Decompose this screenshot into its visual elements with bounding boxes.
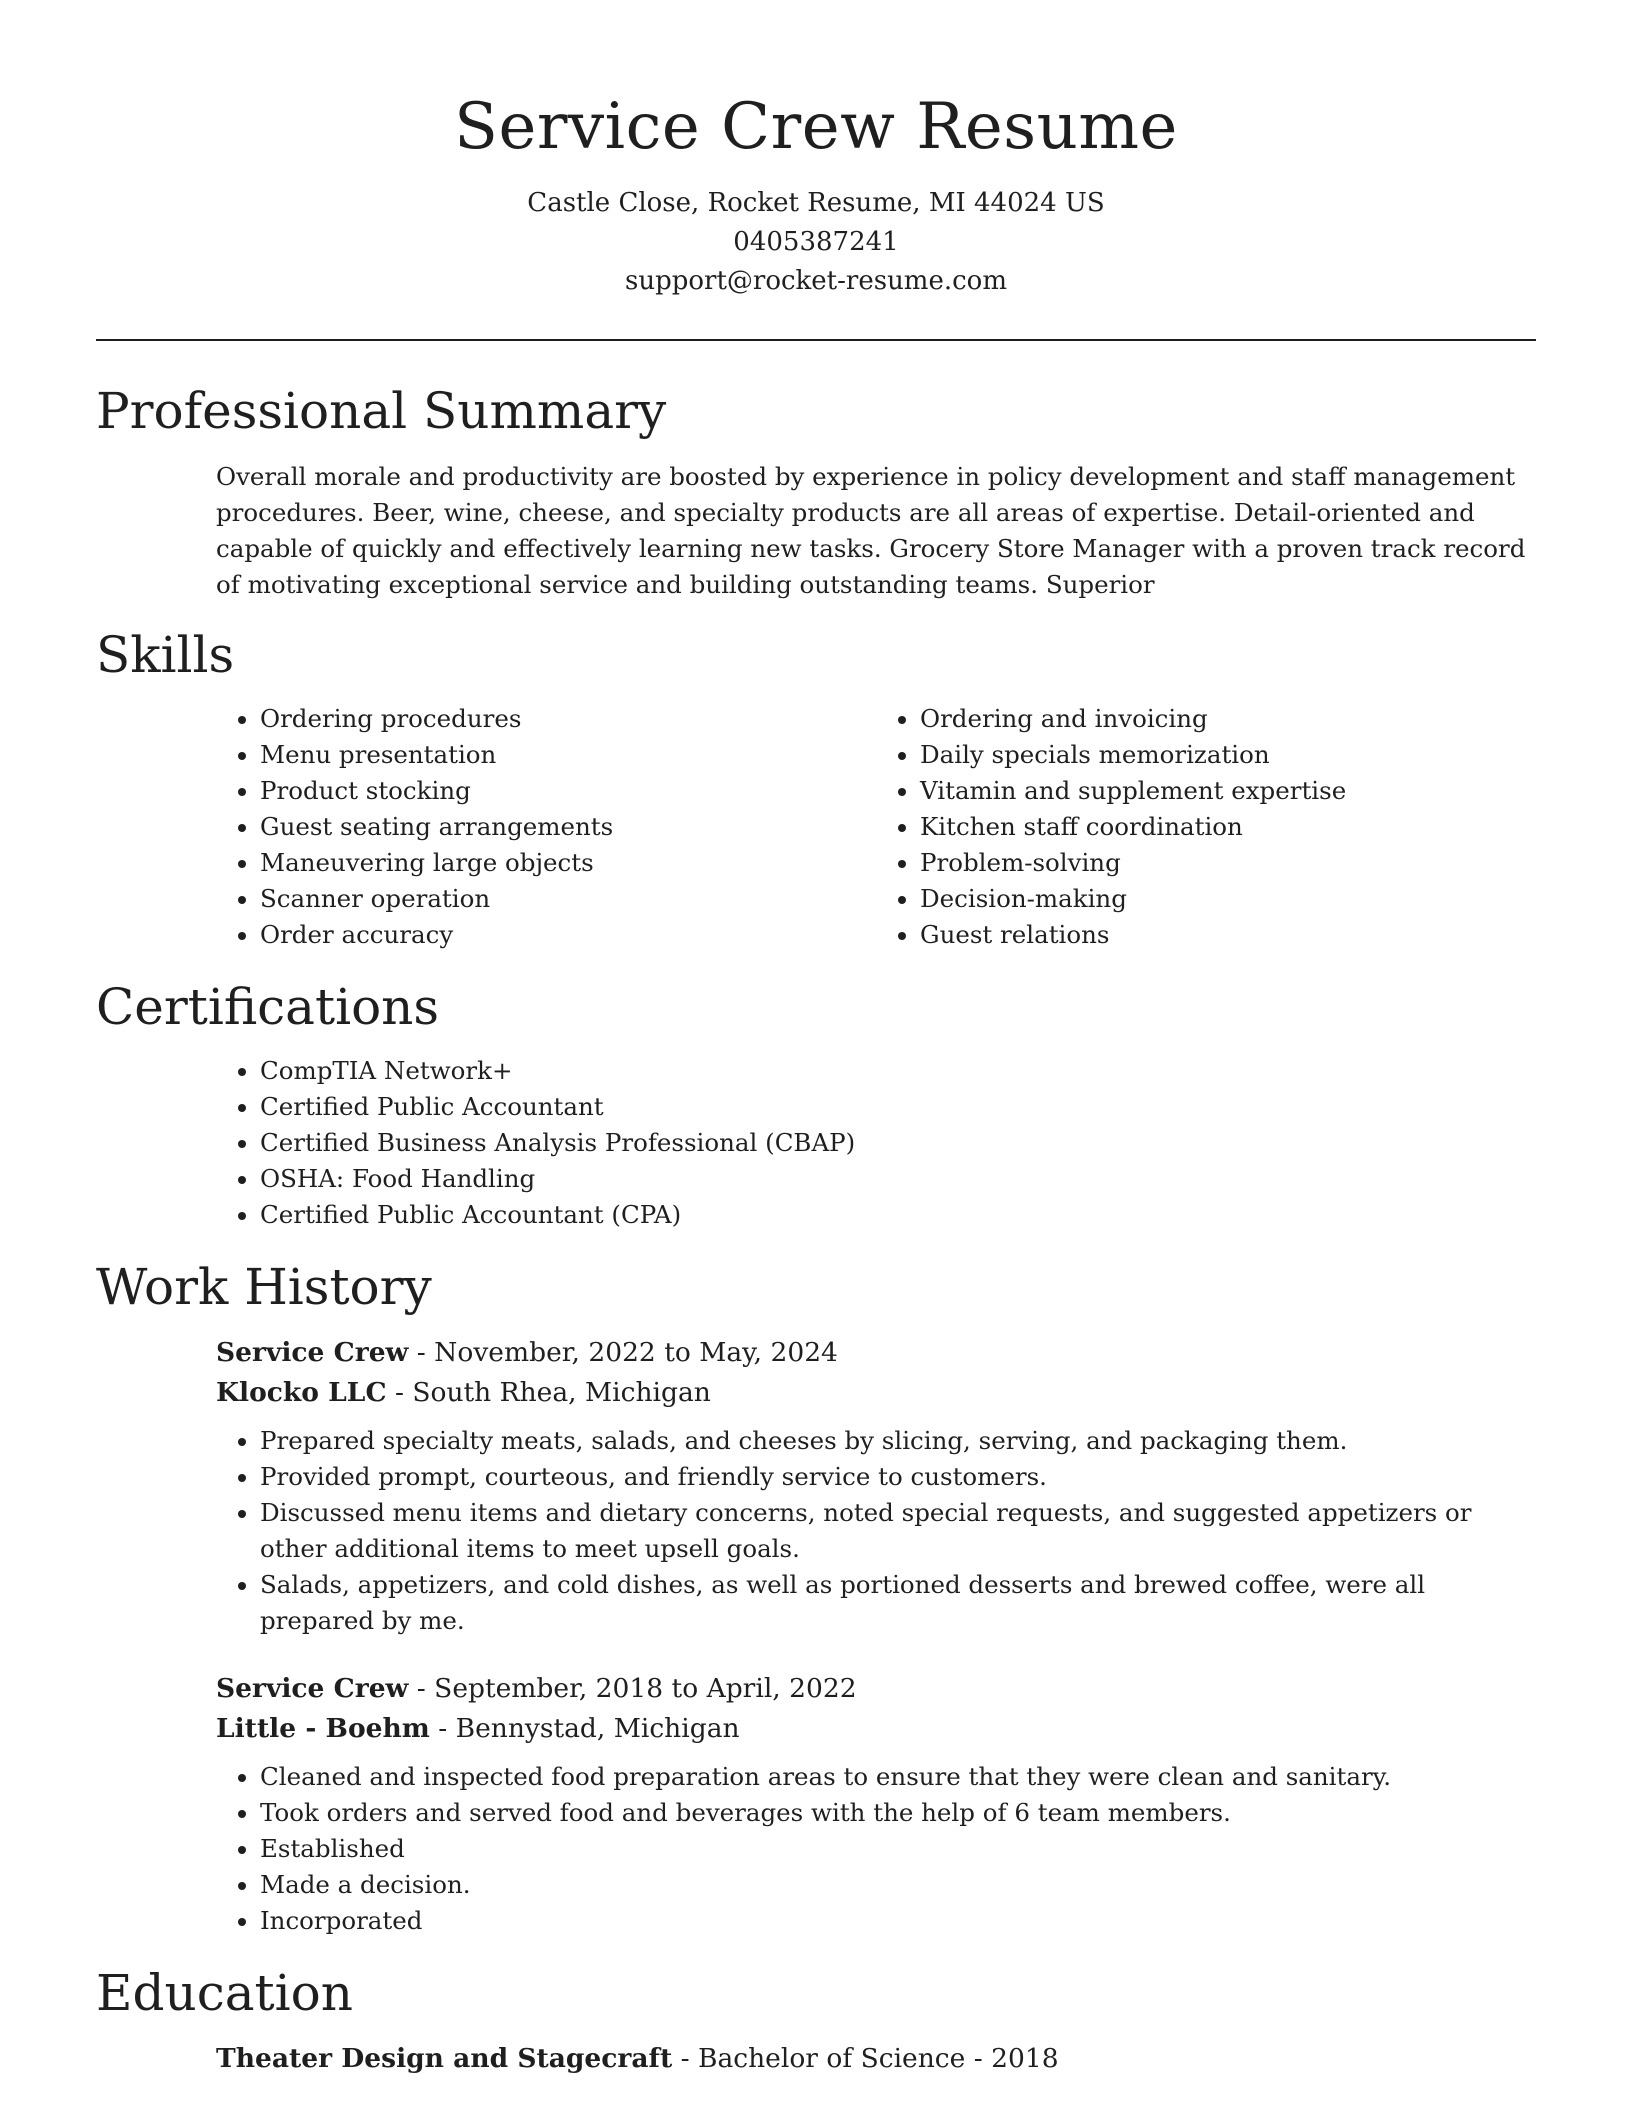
job-role: Service Crew [216, 1673, 409, 1704]
skills-columns [216, 701, 1536, 953]
skills-heading: Skills [96, 626, 235, 684]
education-heading: Education [96, 1964, 353, 2022]
job-title-line [216, 1333, 1536, 1373]
skill-item: • Guest relations [920, 917, 1536, 953]
work-body [96, 1333, 1536, 1939]
education-field: Theater Design and Stagecraft [216, 2043, 673, 2074]
skill-item: • Vitamin and supplement expertise [920, 773, 1536, 809]
skill-item: • Menu presentation [260, 737, 876, 773]
skill-item: • Maneuvering large objects [260, 845, 876, 881]
contact-block [96, 184, 1536, 301]
job-bullet: • Discussed menu items and dietary concerns, noted special requests, and suggested appetizers or other additional items to meet upsell goals. [260, 1495, 1536, 1567]
certification-item: • CompTIA Network+ [260, 1053, 1536, 1089]
education-entry [216, 2039, 1536, 2079]
skills-list-left [216, 701, 876, 953]
job-role: Service Crew [216, 1337, 409, 1368]
certifications-section [96, 975, 1536, 1233]
skill-item: • Daily specials memorization [920, 737, 1536, 773]
job-dates: - November, 2022 to May, 2024 [408, 1337, 838, 1368]
job-company: Klocko LLC [216, 1377, 387, 1408]
summary-text: Overall morale and productivity are boosted by experience in policy development and staff management procedures. Beer, wine, cheese, and specialty products are all areas of expertise. Detail-oriented and capable of quickly and effectively learning new tasks. Grocery Store Manager with a proven track record of motivating exceptional service and building outstanding teams. Superior [216, 462, 1526, 599]
skill-item: • Guest seating arrangements [260, 809, 876, 845]
job-company: Little - Boehm [216, 1713, 430, 1744]
education-degree: - Bachelor of Science - 2018 [672, 2043, 1059, 2074]
skill-item: • Ordering procedures [260, 701, 876, 737]
job-bullet: • Incorporated [260, 1903, 1536, 1939]
skill-item: • Ordering and invoicing [920, 701, 1536, 737]
summary-section [96, 379, 1536, 603]
resume-header [96, 0, 1536, 301]
job-dates: - September, 2018 to April, 2022 [408, 1673, 857, 1704]
skill-item: • Scanner operation [260, 881, 876, 917]
resume-title: Service Crew Resume [454, 90, 1178, 164]
skills-body [96, 701, 1536, 953]
job-bullets [216, 1423, 1536, 1639]
work-heading: Work History [96, 1258, 432, 1316]
skill-item: • Order accuracy [260, 917, 876, 953]
summary-body [96, 459, 1536, 603]
skills-section [96, 623, 1536, 953]
certifications-heading: Certifications [96, 978, 440, 1036]
job-bullet: • Salads, appetizers, and cold dishes, as well as portioned desserts and brewed coffee, were all prepared by me. [260, 1567, 1536, 1639]
job-bullets [216, 1759, 1536, 1939]
job-bullet: • Established [260, 1831, 1536, 1867]
education-body [96, 2039, 1536, 2079]
job-bullet: • Made a decision. [260, 1867, 1536, 1903]
certifications-body [96, 1053, 1536, 1233]
contact-email: support@rocket-resume.com [624, 266, 1007, 296]
job-bullet: • Provided prompt, courteous, and friendly service to customers. [260, 1459, 1536, 1495]
job-location: - South Rhea, Michigan [386, 1377, 711, 1408]
skill-item: • Product stocking [260, 773, 876, 809]
job-title-line [216, 1669, 1536, 1709]
contact-phone: 0405387241 [733, 227, 899, 257]
certification-item: • Certified Business Analysis Professional (CBAP) [260, 1125, 1536, 1161]
job-bullet: • Cleaned and inspected food preparation areas to ensure that they were clean and sanitary. [260, 1759, 1536, 1795]
job-location: - Bennystad, Michigan [429, 1713, 740, 1744]
skill-item: • Problem-solving [920, 845, 1536, 881]
summary-heading: Professional Summary [96, 382, 667, 440]
skill-item: • Kitchen staff coordination [920, 809, 1536, 845]
skill-item: • Decision-making [920, 881, 1536, 917]
skills-list-right [876, 701, 1536, 953]
job-entry [216, 1333, 1536, 1639]
job-company-line [216, 1373, 1536, 1413]
certification-item: • OSHA: Food Handling [260, 1161, 1536, 1197]
job-entry [216, 1669, 1536, 1939]
job-bullet: • Prepared specialty meats, salads, and cheeses by slicing, serving, and packaging them. [260, 1423, 1536, 1459]
certification-item: • Certified Public Accountant [260, 1089, 1536, 1125]
contact-address: Castle Close, Rocket Resume, MI 44024 US [527, 188, 1105, 218]
job-bullet: • Took orders and served food and beverages with the help of 6 team members. [260, 1795, 1536, 1831]
certification-item: • Certified Public Accountant (CPA) [260, 1197, 1536, 1233]
job-company-line [216, 1709, 1536, 1749]
certifications-list [216, 1053, 1536, 1233]
work-section [96, 1255, 1536, 1939]
header-divider [96, 339, 1536, 341]
education-section [96, 1961, 1536, 2079]
